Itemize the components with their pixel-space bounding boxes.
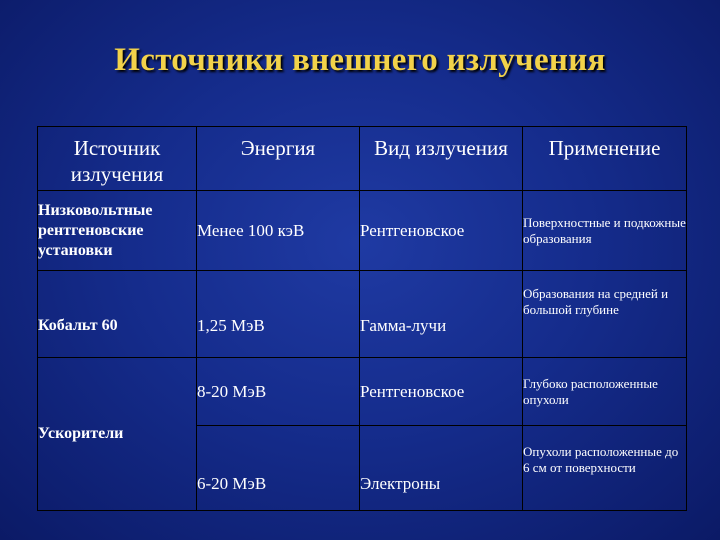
kind-text: Рентгеновское bbox=[360, 381, 465, 401]
table-row bbox=[38, 191, 687, 271]
energy-text: Менее 100 кэВ bbox=[197, 220, 305, 240]
cell-kind bbox=[360, 358, 523, 426]
cell-kind bbox=[360, 191, 523, 271]
cell-energy bbox=[197, 426, 360, 511]
cell-energy bbox=[197, 271, 360, 358]
table-row bbox=[38, 271, 687, 358]
cell-source bbox=[38, 271, 197, 358]
cell-kind bbox=[360, 426, 523, 511]
use-text: Образования на средней и большой глубине bbox=[523, 286, 669, 317]
cell-use bbox=[523, 358, 687, 426]
energy-text: 1,25 МэВ bbox=[197, 316, 265, 335]
cell-use bbox=[523, 271, 687, 358]
use-text: Поверхностные и подкожные образования bbox=[523, 214, 686, 246]
table-header-row bbox=[38, 127, 687, 191]
kind-text: Гамма-лучи bbox=[360, 316, 447, 335]
energy-text: 6-20 МэВ bbox=[197, 474, 267, 493]
header-use: Применение bbox=[523, 127, 687, 191]
radiation-sources-table bbox=[37, 126, 687, 511]
cell-source: Ускорители bbox=[38, 358, 197, 511]
kind-text: Рентгеновское bbox=[360, 220, 465, 240]
header-source: Источник излучения bbox=[38, 127, 197, 191]
use-text: Глубоко расположенные опухоли bbox=[523, 375, 658, 407]
header-energy: Энергия bbox=[197, 127, 360, 191]
kind-text: Электроны bbox=[360, 474, 441, 493]
slide-title: Источники внешнего излучения bbox=[114, 42, 606, 78]
table-row bbox=[38, 358, 687, 426]
cell-source: Низковольтные рентгеновские установки bbox=[38, 191, 197, 271]
cell-use bbox=[523, 426, 687, 511]
source-text: Кобальт 60 bbox=[38, 317, 118, 334]
cell-kind bbox=[360, 271, 523, 358]
use-text: Опухоли расположенные до 6 см от поверхности bbox=[523, 444, 679, 475]
energy-text: 8-20 МэВ bbox=[197, 381, 267, 401]
cell-energy bbox=[197, 191, 360, 271]
cell-use bbox=[523, 191, 687, 271]
header-kind: Вид излучения bbox=[360, 127, 523, 191]
cell-energy bbox=[197, 358, 360, 426]
